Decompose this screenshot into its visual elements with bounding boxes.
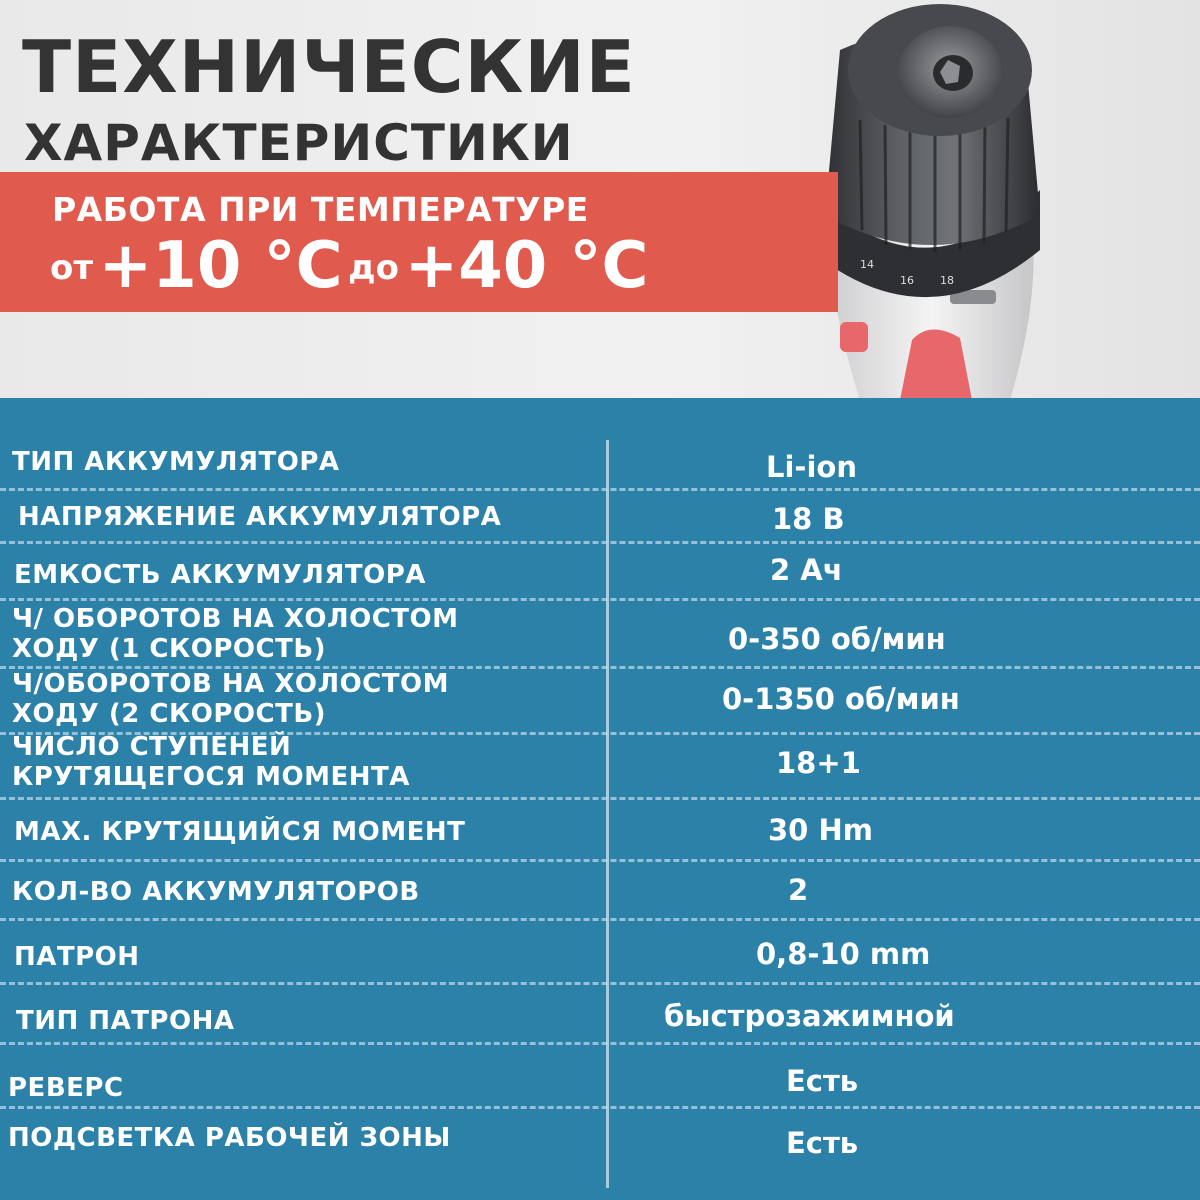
temperature-from-value: +10 °C	[98, 229, 343, 303]
spec-label-work-light: ПОДСВЕТКА РАБОЧЕЙ ЗОНЫ	[8, 1123, 451, 1153]
column-divider	[606, 440, 609, 1188]
temperature-from-word: от	[50, 248, 94, 288]
spec-value-battery-count: 2	[788, 873, 809, 907]
spec-value-battery-capacity: 2 Ач	[770, 553, 843, 587]
row-separator	[0, 982, 1200, 985]
spec-label-torque-steps: ЧИСЛО СТУПЕНЕЙ	[12, 732, 292, 762]
temperature-range	[50, 228, 649, 320]
spec-label-battery-voltage: НАПРЯЖЕНИЕ АККУМУЛЯТОРА	[18, 502, 502, 532]
row-separator	[0, 1106, 1200, 1109]
spec-label-chuck-type: ТИП ПАТРОНА	[16, 1006, 235, 1036]
row-separator	[0, 1042, 1200, 1045]
page-subtitle: ХАРАКТЕРИСТИКИ	[24, 114, 574, 172]
spec-label-idle-speed-1: Ч/ ОБОРОТОВ НА ХОЛОСТОМ	[12, 604, 459, 634]
spec-value-chuck-type: быстрозажимной	[664, 999, 955, 1033]
svg-text:18: 18	[940, 274, 954, 287]
spec-label-max-torque: МАХ. КРУТЯЩИЙСЯ МОМЕНТ	[14, 817, 466, 847]
temperature-to-value: +40 °C	[404, 229, 649, 303]
drill-chuck-photo	[800, 0, 1060, 400]
spec-value-idle-speed-1: 0-350 об/мин	[728, 622, 946, 656]
spec-label-torque-steps-cont: КРУТЯЩЕГОСЯ МОМЕНТА	[12, 762, 410, 792]
spec-label-chuck: ПАТРОН	[14, 942, 140, 972]
row-separator	[0, 859, 1200, 862]
svg-text:16: 16	[900, 274, 914, 287]
temperature-to-word: до	[348, 248, 399, 288]
spec-label-idle-speed-2: Ч/ОБОРОТОВ НА ХОЛОСТОМ	[12, 669, 449, 699]
spec-value-battery-type: Li-ion	[766, 450, 857, 484]
temperature-banner-heading: РАБОТА ПРИ ТЕМПЕРАТУРЕ	[52, 190, 589, 229]
spec-value-chuck: 0,8-10 mm	[756, 937, 931, 971]
spec-value-battery-voltage: 18 В	[772, 502, 845, 536]
row-separator	[0, 488, 1200, 491]
spec-label-idle-speed-2-cont: ХОДУ (2 СКОРОСТЬ)	[12, 699, 327, 729]
spec-label-battery-count: КОЛ-ВО АККУМУЛЯТОРОВ	[12, 877, 420, 907]
row-separator	[0, 598, 1200, 601]
spec-value-torque-steps: 18+1	[776, 746, 861, 780]
spec-value-max-torque: 30 Hm	[768, 813, 873, 847]
svg-text:14: 14	[860, 258, 874, 271]
row-separator	[0, 541, 1200, 544]
spec-label-reverse: РЕВЕРС	[8, 1073, 124, 1103]
spec-value-idle-speed-2: 0-1350 об/мин	[722, 682, 960, 716]
spec-label-battery-capacity: ЕМКОСТЬ АККУМУЛЯТОРА	[14, 560, 426, 590]
spec-value-work-light: Есть	[786, 1126, 859, 1160]
page-title: ТЕХНИЧЕСКИЕ	[22, 25, 636, 109]
spec-value-reverse: Есть	[786, 1064, 859, 1098]
spec-label-idle-speed-1-cont: ХОДУ (1 СКОРОСТЬ)	[12, 634, 327, 664]
row-separator	[0, 797, 1200, 800]
spec-label-battery-type: ТИП АККУМУЛЯТОРА	[12, 447, 340, 477]
row-separator	[0, 918, 1200, 921]
